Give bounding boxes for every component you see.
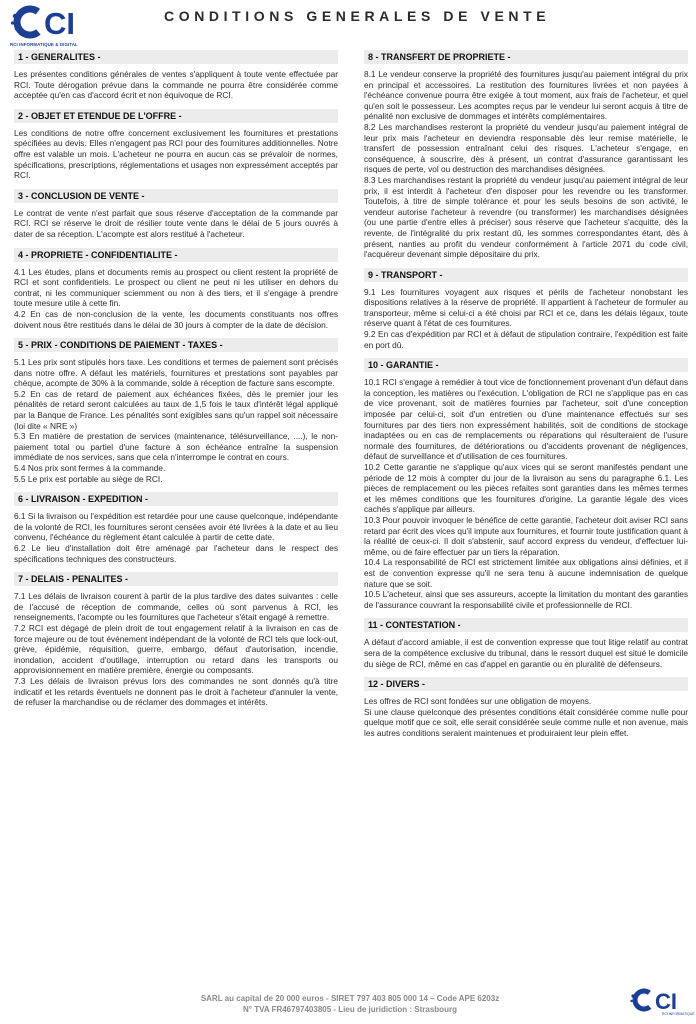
section: [364, 618, 688, 669]
section-paragraph: 7.3 Les délais de livraison prévus lors des commandes ne sont donnés qu'à titre indicatif et les retards éventuels ne donnent pas le droit à l'acheteur d'annuler la vente, de refuser la marchandise ou de réclamer des dommages et intérêts.: [14, 675, 338, 708]
section: [14, 109, 338, 181]
footer-company-line: SARL au capital de 20 000 euros - SIRET 797 403 805 000 14 – Code APE 6203z: [200, 994, 500, 1003]
section-title: 7 - DELAIS - PENALITES -: [14, 572, 338, 586]
section-paragraph: 7.1 Les délais de livraison courent à partir de la plus tardive des dates suivantes : celle de l'accusé de réception de commande, celles où sont parvenus à RCI, les renseignements, l'acompte ou les fournitures que l'acheteur s'était engagé à remettre.: [14, 591, 338, 623]
section-title: 4 - PROPRIETE - CONFIDENTIALITE -: [14, 248, 338, 262]
section-paragraph: 5.1 Les prix sont stipulés hors taxe. Les conditions et termes de paiement sont précisés dans notre offre. A défaut les matériels, fournitures et prestations sont payables par chèque, acompte de 30% à la commande, solde à réception de facture sans escompte.: [14, 357, 338, 389]
section-paragraph: 4.1 Les études, plans et documents remis au prospect ou client restent la propriété de RCI et sont confidentiels. Le prospect ou client ne peut ni les utiliser en dehors du contrat, ni les communiquer sciemment ou non à des tiers, et il s'engage à prendre toute mesure utile à cette fin.: [14, 266, 338, 309]
section-paragraph: 9.1 Les fournitures voyagent aux risques et périls de l'acheteur nonobstant les dispositions relatives à la réserve de propriété. Il appartient à l'acheteur de formuler au transporteur, même si celui-ci a été choisi par RCI et ce, dans les délais légaux, toute réserve quant à l'état de ces fournitures.: [364, 286, 688, 329]
section-title: 5 - PRIX - CONDITIONS DE PAIEMENT - TAXES -: [14, 338, 338, 352]
section-title: 11 - CONTESTATION -: [364, 618, 688, 632]
section-title: 2 - OBJET ET ETENDUE DE L'OFFRE -: [14, 109, 338, 123]
section-paragraph: 5.3 En matière de prestation de services (maintenance, télésurveillance, ....), le non-paiement total ou partiel d'une facture à son échéance entraîne la suspension immédiate de nos services, sans que cela n'interrompe le contrat en cours.: [14, 431, 338, 463]
logo-text: CI: [44, 6, 75, 41]
logo-subtitle: RCI INFORMATIQUE & DIGITAL: [10, 42, 78, 47]
section-title: 9 - TRANSPORT -: [364, 268, 688, 282]
rci-logo-icon: [10, 2, 96, 42]
section-title: 3 - CONCLUSION DE VENTE -: [14, 189, 338, 203]
section-paragraph: 6.1 Si la livraison ou l'expédition est retardée pour une cause quelconque, indépendante de la volonté de RCI, les fournitures seront censées avoir été livrées à la date et au lieu convenu, l'échéance du règlement étant calculée à partir de cette date.: [14, 511, 339, 543]
section-paragraph: 7.2 RCI est dégagé de plein droit de tout engagement relatif à la livraison en cas de force majeure ou de tout événement indépendant de la volonté de RCI tels que lock-out, grève, épidémie, réquisition, guerre, embargo, défaut d'autorisation, incendie, inondation, accident d'outillage, interruption ou retard dans les transports ou approvisionnement en matière première, énergie ou composants.: [14, 622, 338, 676]
section-title: 10 - GARANTIE -: [364, 358, 688, 372]
section-paragraph: A défaut d'accord amiable, il est de convention expresse que tout litige relatif au contrat sera de la compétence exclusive du tribunal, dans le ressort duquel est situé le domicile du siège de RCI, même en cas d'appel en garantie ou en pluralité de défenseurs.: [364, 637, 688, 669]
section-paragraph: 8.1 Le vendeur conserve la propriété des fournitures jusqu'au paiement intégral du prix en principal et accessoires. La restitution des fournitures livrées et non payées à l'échéance convenue pourra être exigée à tout moment, aux frais de l'acheteur, et quel qu'en soit le possesseur. Les acomptes reçus par le vendeur lui seront acquis à titre de pénalité non exclusive de dommages et intérêts complémentaires.: [364, 69, 688, 122]
section: [364, 268, 688, 351]
section-paragraph: 10.4 La responsabilité de RCI est strictement limitée aux obligations ainsi définies, et il est de convention expresse qu'il ne sera tenu à aucune indemnisation de quelque nature que se soit.: [364, 557, 688, 589]
rci-logo: [10, 2, 96, 48]
section: [364, 677, 688, 738]
section-title: 12 - DIVERS -: [364, 677, 688, 691]
right-column: [364, 50, 688, 746]
footer-logo-text: CI: [655, 989, 677, 1014]
footer-logo-subtitle: RCI INFORMATIQUE: [662, 1012, 695, 1016]
section-title: 8 - TRANSFERT DE PROPRIETE -: [364, 50, 688, 64]
section-paragraph: 6.2 Le lieu d'installation doit être aménagé par l'acheteur dans le respect des spécifications techniques des constructeurs.: [14, 543, 338, 564]
section-paragraph: Les présentes conditions générales de ventes s'appliquent à toute vente effectuée par RCI. Toute dérogation prévue dans la commande ne pourra être considérée comme acceptée qu'en cas d'accord écrit et non équivoque de RCI.: [14, 69, 338, 101]
section-paragraph: Les conditions de notre offre concernent exclusivement les fournitures et prestations spécifiées au devis. Elles n'engagent pas RCI pour des fournitures additionnelles. Notre offre est valable un mois. L'acheteur ne pourra en aucun cas se prévaloir de normes, spécifications, prescriptions, réglementations et usages non expressément acceptés par RCI.: [14, 127, 338, 181]
document-title: CONDITIONS GENERALES DE VENTE: [164, 8, 551, 24]
section: [14, 50, 338, 101]
section: [14, 189, 338, 240]
left-column: [14, 50, 338, 716]
section-title: 1 - GENERALITES -: [14, 50, 338, 64]
section: [14, 248, 338, 331]
section-paragraph: 10.1 RCI s'engage à remédier à tout vice de fonctionnement provenant d'un défaut dans la conception, les matières ou l'exécution. L'obligation de RCI ne s'applique pas en cas de vice provenant, soit de matières fournies par l'acheteur, soit d'une conception imposée par celui-ci, soit d'un entretien ou d'une maintenance effectués sur ses fournitures par des tiers non expressément habilités, soit de conditions de stockage inadaptées ou en cas de remplacements ou réparations qui résulteraient de l'usure normale des fournitures, de détériorations ou d'accidents provenant de négligences, défaut de surveillance et d'utilisation de ces fournitures.: [364, 377, 688, 462]
section-paragraph: 10.5 L'acheteur, ainsi que ses assureurs, accepte la limitation du montant des garanties de l'assurance couvrant la responsabilité civile et professionnelle de RCI.: [364, 589, 688, 610]
section-paragraph: 5.4 Nos prix sont fermes à la commande.: [14, 463, 166, 474]
section: [14, 572, 338, 708]
section-paragraph: Le contrat de vente n'est parfait que sous réserve d'acceptation de la commande par RCI. RCI se réserve le droit de résilier toute vente dans le délai de 5 jours ouvrés à dater de sa réception. L'acompte est alors restitué à l'acheteur.: [14, 207, 338, 239]
section-paragraph: 5.5 Le prix est portable au siège de RCI.: [14, 473, 163, 484]
section-title: 6 - LIVRAISON - EXPEDITION -: [14, 492, 338, 506]
page-header: [0, 0, 696, 50]
section-paragraph: 4.2 En cas de non-conclusion de la vente, les documents constituants nos offres doivent nous être restitués dans le délai de 30 jours à compter de la date de décision.: [14, 308, 338, 330]
section-paragraph: 5.2 En cas de retard de paiement aux échéances fixées, dès le premier jour les pénalités de retard seront calculées au taux de 1,5 fois le taux d'intérêt légal appliqué par la Banque de France. Les pénalités sont exigibles sans qu'un rappel soit nécessaire (loi dite « NRE »): [14, 388, 338, 431]
section-paragraph: 10.3 Pour pouvoir invoquer le bénéfice de cette garantie, l'acheteur doit aviser RCI sans retard par écrit des vices qu'il impute aux fournitures, et fournir toute justification quant à la réalité de ceux-ci. Il doit s'abstenir, sauf accord express du vendeur, d'effectuer lui-même, ou de faire effectuer par un tiers la réparation.: [364, 514, 688, 557]
section: [14, 338, 338, 484]
section-paragraph: 8.3 Les marchandises restant la propriété du vendeur jusqu'au paiement intégral de leur prix, il est interdit à l'acheteur d'en disposer pour les revendre ou les transformer. Toutefois, à titre de simple tolérance et pour les seuls besoins de son activité, le vendeur autorise l'acheteur à revendre (ou transformer) les marchandises désignées (ou une partie d'entre elles à préciser) sous réserve que l'acheteur s'acquitte, dès la revente, de l'intégralité du prix restant dû, les sommes correspondantes étant, dès à présent, nanties au profit du vendeur conformément à l'article 2071 du code civil, l'acquéreur devenant simple dépositaire du prix.: [364, 174, 688, 260]
section-paragraph: 9.2 En cas d'expédition par RCI et à défaut de stipulation contraire, l'expédition est faite en port dû.: [364, 329, 688, 350]
section: [14, 492, 338, 564]
section-paragraph: Les offres de RCI sont fondées sur une obligation de moyens.: [364, 696, 592, 707]
section-paragraph: Si une clause quelconque des présentes conditions était considérée comme nulle pour quelque motif que ce soit, elle serait considérée seule comme nulle et non avenue, mais les autres conditions seraient maintenues et produiraient leur plein effet.: [364, 706, 688, 738]
page-footer: [0, 989, 696, 1024]
section: [364, 50, 688, 260]
section-paragraph: 10.2 Cette garantie ne s'applique qu'aux vices qui se seront manifestés pendant une période de 12 mois à compter du jour de la livraison au sens du paragraphe 6.1. Les pièces de remplacement ou les pièces refaites sont garanties dans les mêmes termes et les mêmes conditions que les fournitures d'origine. La garantie légale des vices cachés s'applique par ailleurs.: [364, 462, 688, 515]
section-paragraph: 8.2 Les marchandises resteront la propriété du vendeur jusqu'au paiement intégral de leur prix mais l'acheteur en deviendra responsable dès leur remise matérielle, le transfert de possession entraînant celui des risques. L'acheteur s'engage, en conséquence, à souscrire, dès à présent, un contrat d'assurance garantissant les risques de perte, vol ou destruction des marchandises désignées.: [364, 121, 688, 175]
footer-tax-line: N° TVA FR46797403805 - Lieu de juridiction : Strasbourg: [243, 1005, 457, 1014]
section: [364, 358, 688, 610]
